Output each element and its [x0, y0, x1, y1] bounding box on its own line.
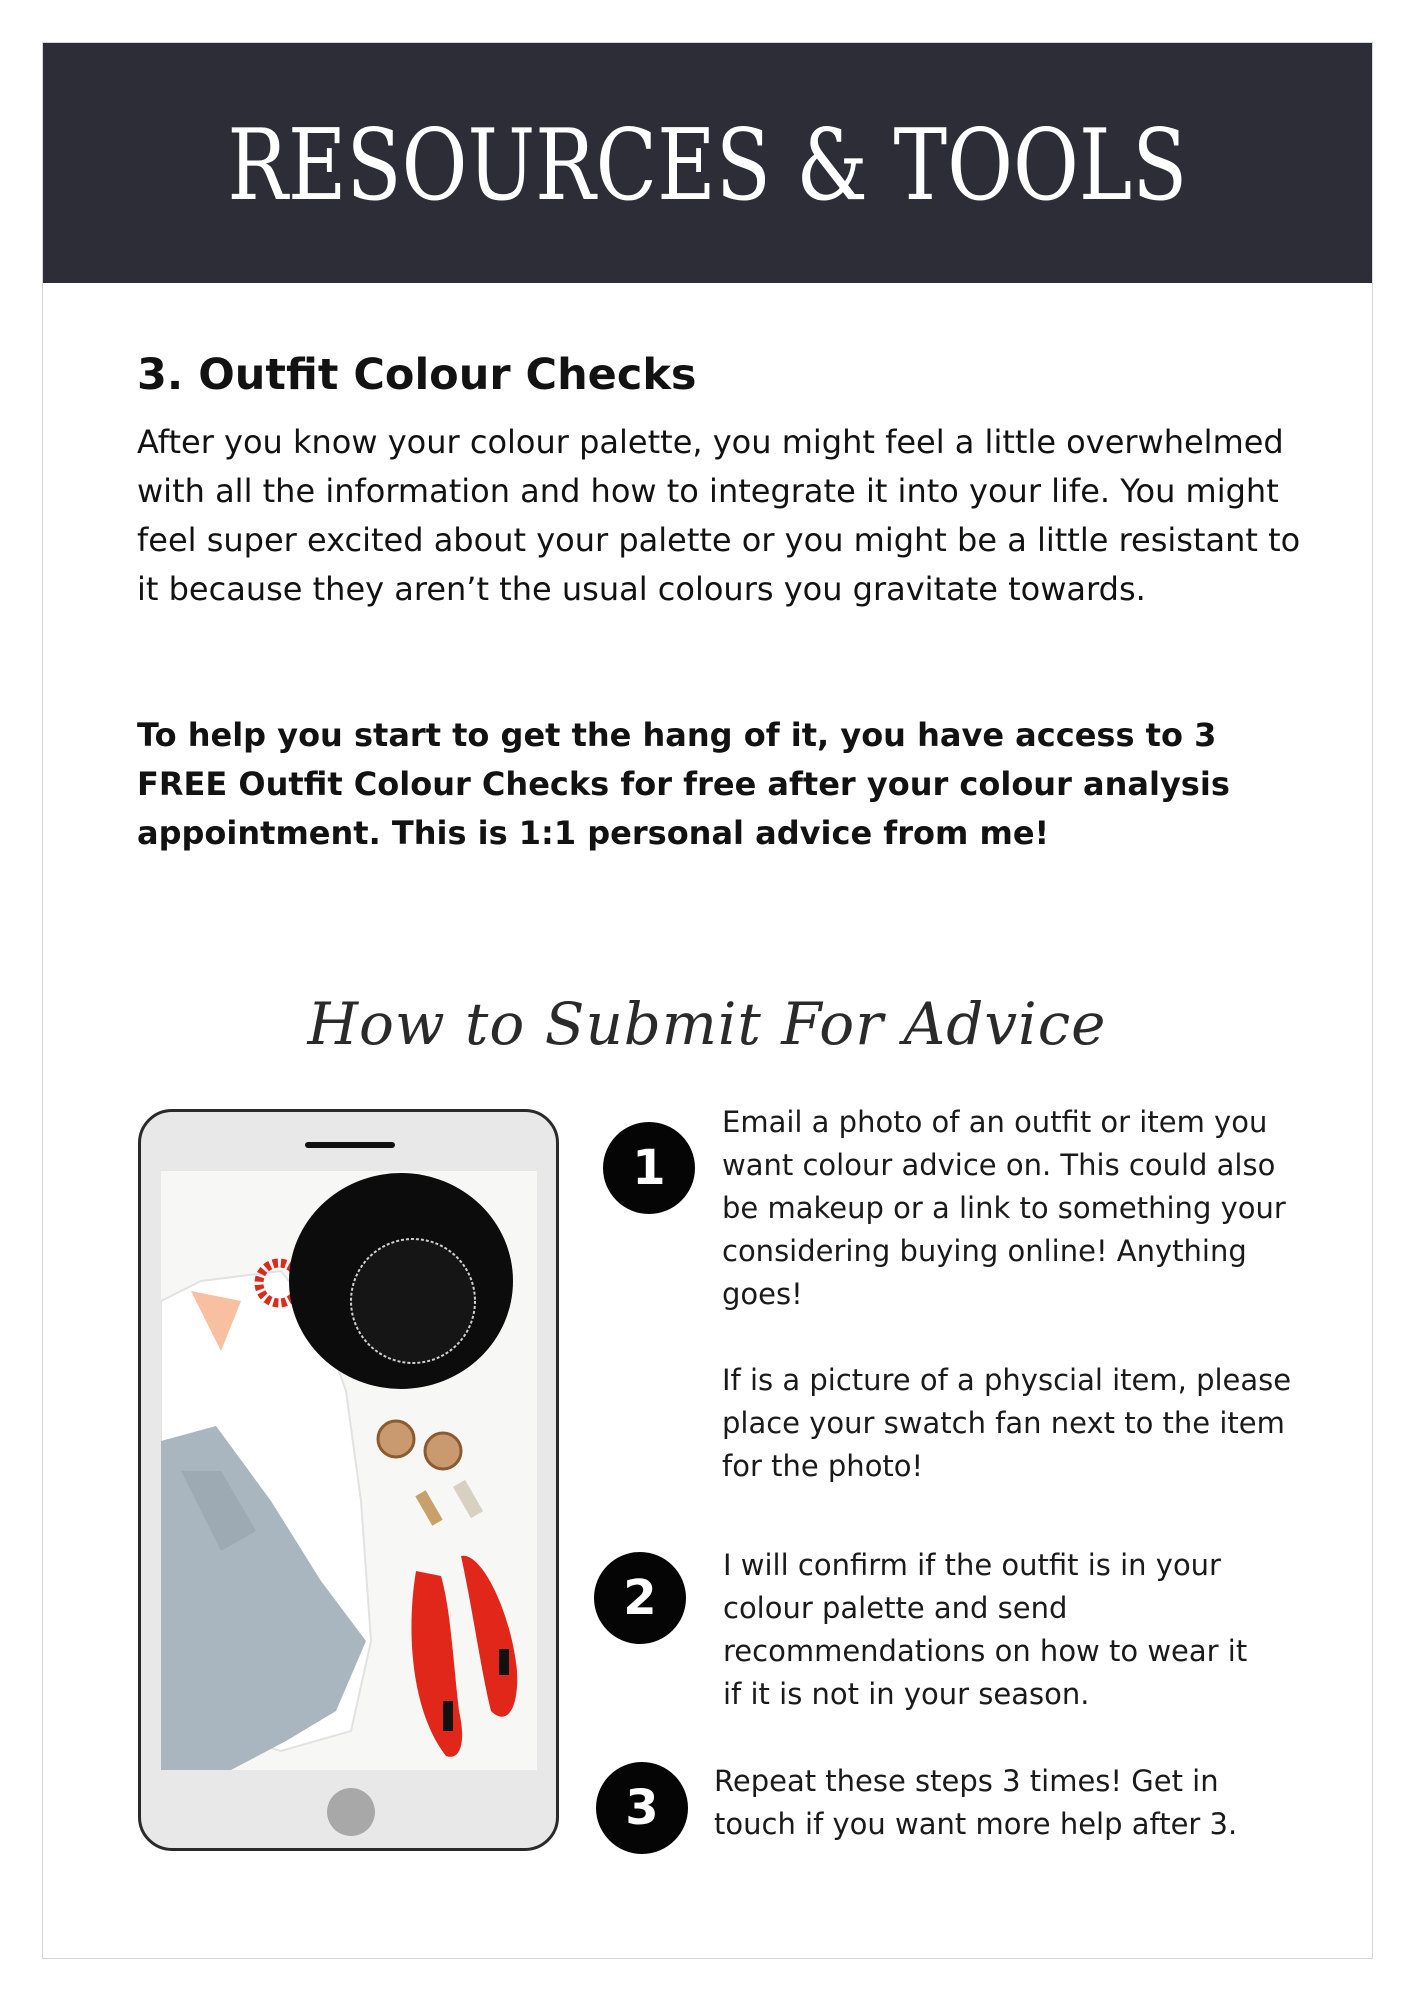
- step-2-text: I will confirm if the outfit is in your colour palette and send recommendations on how to wear it if it is not in your season.: [723, 1548, 1248, 1711]
- step-1-text: Email a photo of an outfit or item you want colour advice on. This could also be makeup or a link to something your considering buying online! Anything goes!: [722, 1105, 1286, 1311]
- heel-sole-mark-right: [499, 1649, 509, 1675]
- how-to-heading: How to Submit For Advice: [307, 990, 1107, 1058]
- step-3-number: 3: [596, 1762, 688, 1854]
- heel-sole-mark: [443, 1701, 453, 1731]
- sunglasses-left-lens: [378, 1421, 414, 1457]
- step-1-note: If is a picture of a physcial item, please place your swatch fan next to the item for the photo!: [722, 1363, 1292, 1483]
- phone-home-button: [327, 1788, 375, 1836]
- header-banner: [43, 43, 1372, 283]
- highlight-paragraph: To help you start to get the hang of it, you have access to 3 FREE Outfit Colour Checks for free after your colour analysis appointment. This is 1:1 personal advice from me!: [137, 716, 1230, 852]
- step-2-number: 2: [594, 1552, 686, 1644]
- intro-paragraph: After you know your colour palette, you might feel a little overwhelmed with all the information and how to integrate it into your life. You might feel super excited about your palette or you might be a little resistant to it because they aren’t the usual colours you gravitate towards.: [137, 423, 1301, 608]
- section-heading: 3. Outfit Colour Checks: [137, 350, 697, 400]
- sunglasses-right-lens: [425, 1433, 461, 1469]
- step-1-text-block: [722, 1101, 1292, 1488]
- phone-mockup: [138, 1109, 559, 1851]
- page-title: RESOURCES & TOOLS: [227, 109, 1188, 223]
- step-3-text: Repeat these steps 3 times! Get in touch if you want more help after 3.: [714, 1764, 1238, 1841]
- step-1-number: 1: [603, 1122, 695, 1214]
- black-hat-crown: [351, 1239, 475, 1363]
- outfit-flatlay-illustration: [161, 1171, 537, 1770]
- phone-speaker: [305, 1142, 395, 1148]
- phone-screen: [161, 1171, 537, 1770]
